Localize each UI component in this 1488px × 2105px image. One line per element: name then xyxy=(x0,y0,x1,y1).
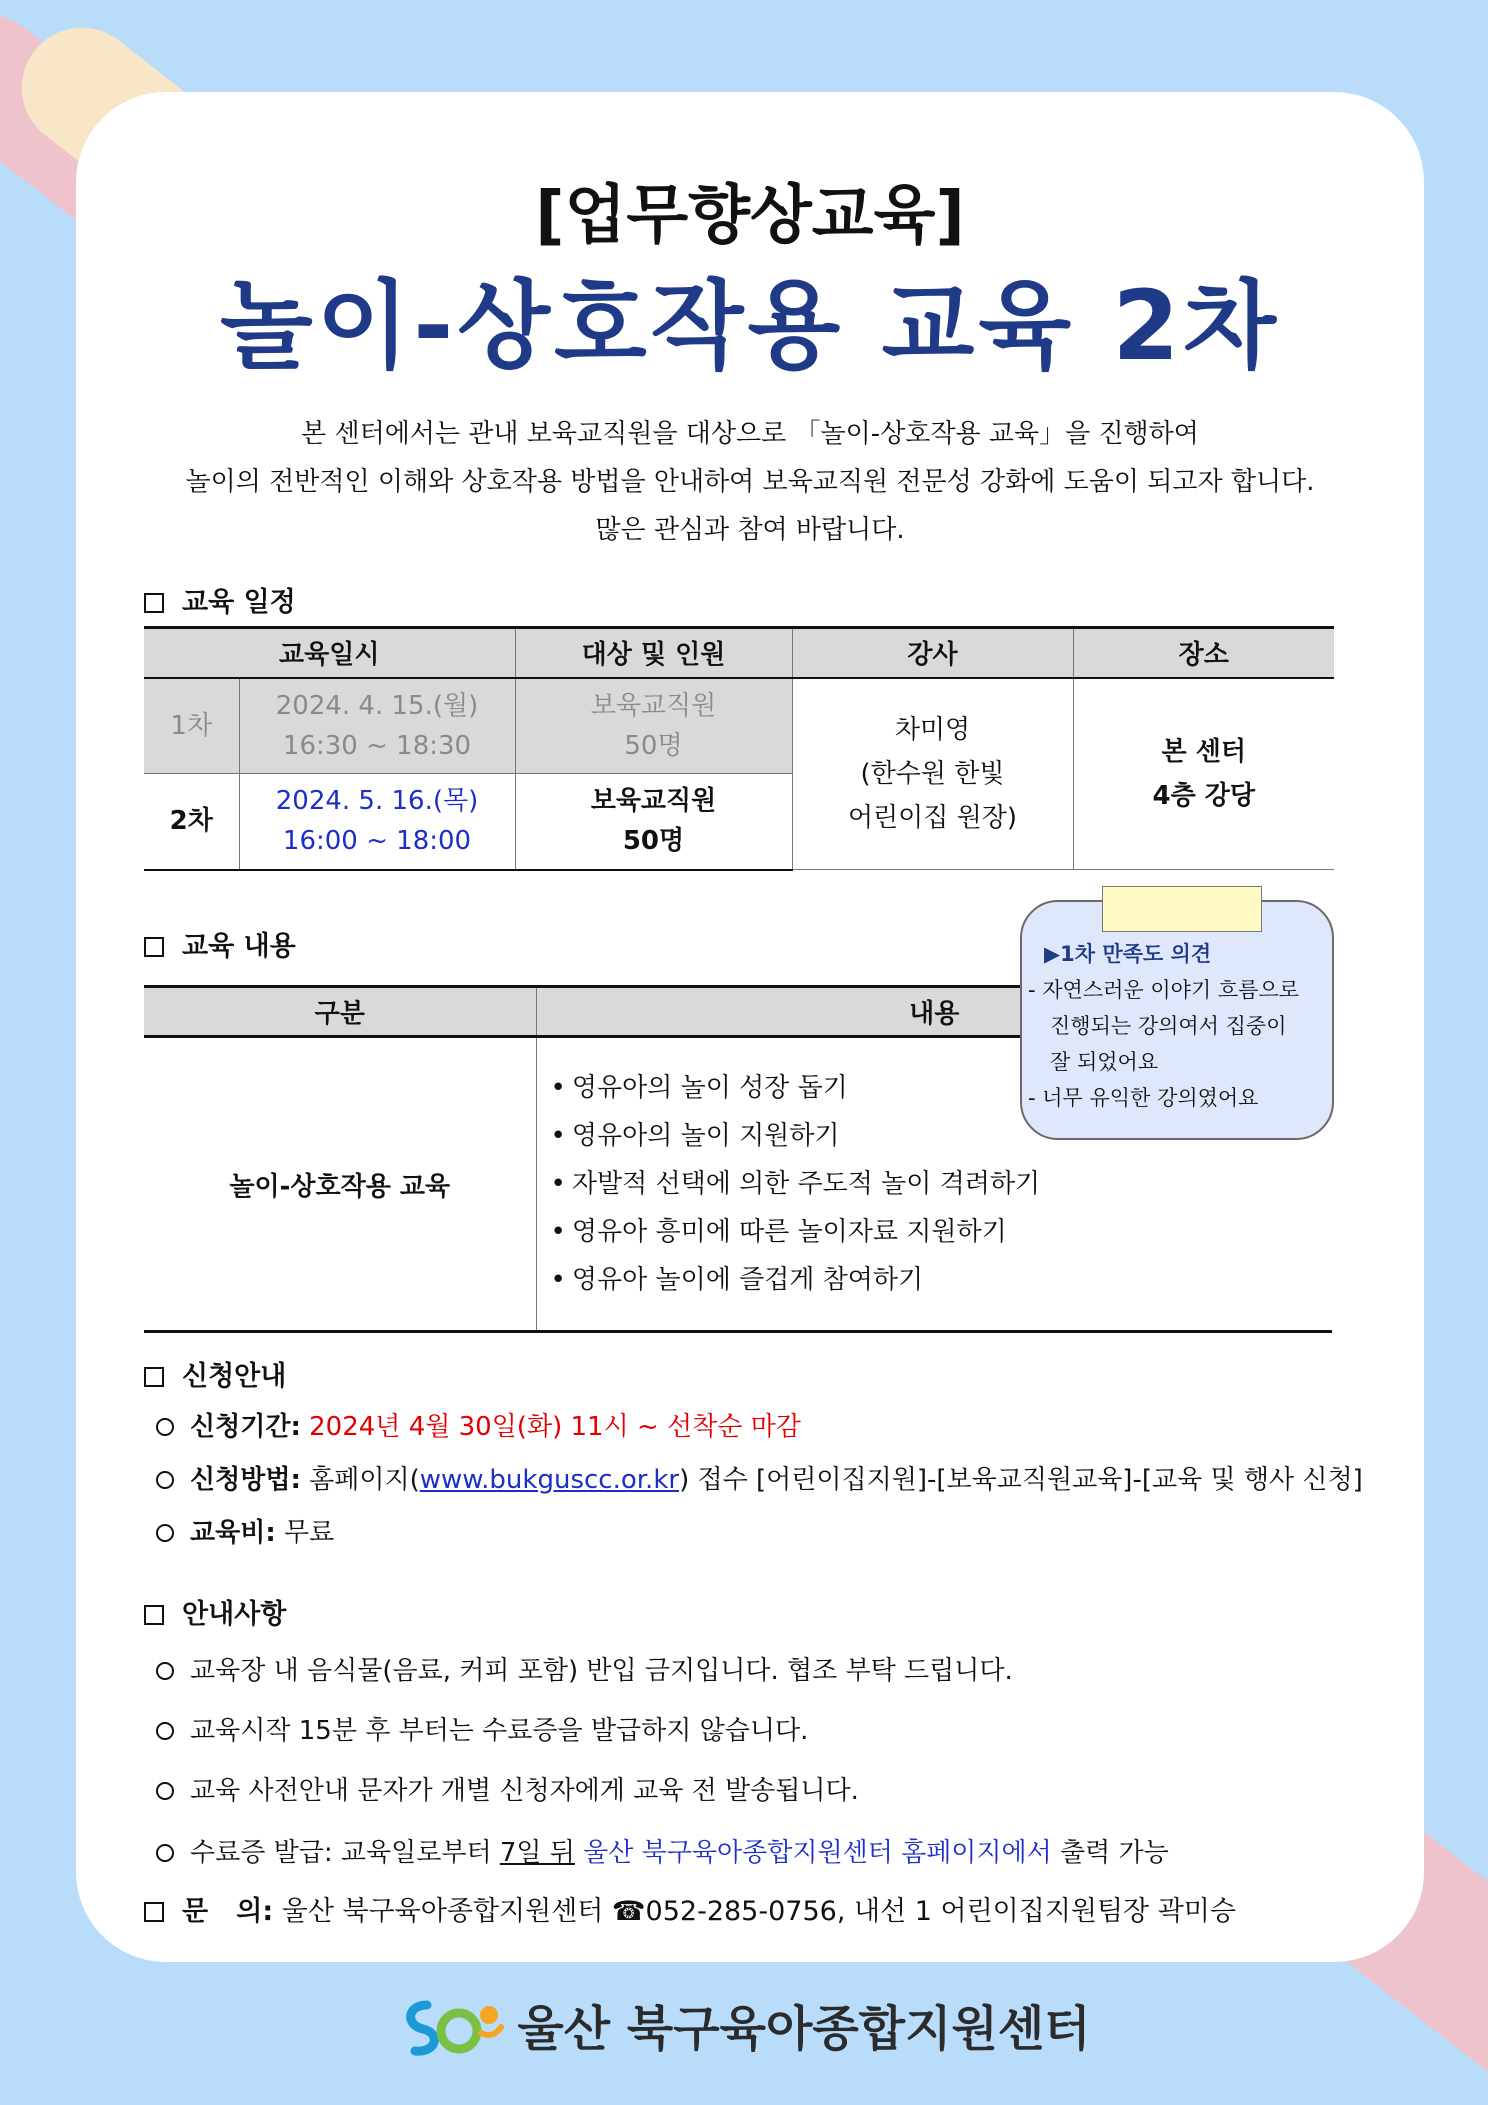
table-row xyxy=(144,678,1334,774)
place-text: 4층 강당 xyxy=(1152,780,1255,811)
page-kicker: [업무향상교육] xyxy=(535,179,965,253)
inquiry-text: 울산 북구육아종합지원센터 ☎052-285-0756, 내선 1 어린이집지원팀장 곽미승 xyxy=(281,1896,1236,1927)
feedback-note xyxy=(1020,900,1334,1140)
target-cell xyxy=(515,774,792,870)
period-value: 2024년 4월 30일(화) 11시 ~ 선착순 마감 xyxy=(309,1412,801,1442)
target-cell xyxy=(515,678,792,774)
list-item: • 영유아의 놀이 성장 돕기 xyxy=(551,1064,1333,1112)
instructor-name: 차미영 xyxy=(894,714,971,745)
note-tab xyxy=(1102,886,1262,932)
target-text: 보육교직원 xyxy=(590,690,717,721)
circle-bullet-icon xyxy=(156,1722,174,1740)
section-label: 교육 내용 xyxy=(182,931,296,962)
column-header: 대상 및 인원 xyxy=(515,628,792,678)
apply-fee xyxy=(156,1512,334,1549)
list-item: • 영유아 흥미에 따른 놀이자료 지원하기 xyxy=(551,1208,1333,1256)
fee-value: 무료 xyxy=(284,1518,335,1548)
schedule-table xyxy=(144,626,1334,871)
time-text: 16:00 ~ 18:00 xyxy=(282,826,472,857)
section-label: 신청안내 xyxy=(182,1361,287,1392)
fee-label: 교육비: xyxy=(190,1518,276,1548)
notice-text: 출력 가능 xyxy=(1060,1838,1169,1868)
table-header-row xyxy=(144,628,1334,678)
column-header: 장소 xyxy=(1073,628,1334,678)
circle-bullet-icon xyxy=(156,1844,174,1862)
footer-logo xyxy=(0,1990,1488,2063)
round-cell: 1차 xyxy=(144,678,239,774)
list-item: • 영유아 놀이에 즐겁게 참여하기 xyxy=(551,1256,1333,1304)
list-item: • 자발적 선택에 의한 주도적 놀이 격려하기 xyxy=(551,1160,1333,1208)
section-label: 안내사항 xyxy=(182,1599,287,1630)
notice-highlight: 울산 북구육아종합지원센터 홈페이지에서 xyxy=(583,1838,1052,1868)
section-notice-title xyxy=(144,1592,286,1631)
count-text: 50명 xyxy=(622,826,685,857)
section-schedule-title xyxy=(144,580,296,619)
notice-text: 교육 사전안내 문자가 개별 신청자에게 교육 전 발송됩니다. xyxy=(190,1776,859,1806)
circle-bullet-icon xyxy=(156,1471,174,1489)
feedback-line: 잘 되었어요 xyxy=(1050,1050,1159,1074)
method-label: 신청방법: xyxy=(190,1465,301,1495)
feedback-title: ▶1차 만족도 의견 xyxy=(1044,942,1212,966)
place-cell xyxy=(1073,678,1334,870)
intro-line: 놀이의 전반적인 이해와 상호작용 방법을 안내하여 보육교직원 전문성 강화에 도움이 되고자 합니다. xyxy=(185,467,1315,497)
notice-item xyxy=(156,1650,1013,1687)
datetime-cell xyxy=(239,678,515,774)
notice-item xyxy=(156,1770,859,1807)
round-cell: 2차 xyxy=(144,774,239,870)
apply-method xyxy=(156,1459,1363,1496)
checkbox-bullet-icon xyxy=(144,937,164,957)
homepage-link[interactable]: www.bukguscc.or.kr xyxy=(419,1465,680,1495)
intro-line: 많은 관심과 참여 바랍니다. xyxy=(595,515,905,545)
intro-text xyxy=(76,410,1424,554)
checkbox-bullet-icon xyxy=(144,1367,164,1387)
target-text: 보육교직원 xyxy=(590,786,717,817)
column-header: 교육일시 xyxy=(144,628,515,678)
center-logo-icon xyxy=(397,1993,507,2063)
list-item: • 영유아의 놀이 지원하기 xyxy=(551,1112,1333,1160)
checkbox-bullet-icon xyxy=(144,593,164,613)
section-label: 교육 일정 xyxy=(182,587,296,618)
circle-bullet-icon xyxy=(156,1418,174,1436)
notice-card xyxy=(76,92,1424,1962)
notice-item xyxy=(156,1710,808,1747)
section-apply-title xyxy=(144,1354,286,1393)
logo-text: 울산 북구육아종합지원센터 xyxy=(517,2001,1091,2057)
date-text: 2024. 5. 16.(목) xyxy=(275,786,479,817)
notice-underline: 7일 뒤 xyxy=(499,1838,575,1868)
instructor-affil: (한수원 한빛 xyxy=(860,758,1005,789)
feedback-line: - 자연스러운 이야기 흐름으로 xyxy=(1028,978,1300,1002)
feedback-line: - 너무 유익한 강의였어요 xyxy=(1028,1086,1259,1110)
date-text: 2024. 4. 15.(월) xyxy=(275,690,479,721)
circle-bullet-icon xyxy=(156,1524,174,1542)
notice-text: 교육장 내 음식물(음료, 커피 포함) 반입 금지입니다. 협조 부탁 드립니다. xyxy=(190,1656,1013,1686)
circle-bullet-icon xyxy=(156,1782,174,1800)
notice-text: 수료증 발급: 교육일로부터 xyxy=(190,1838,492,1868)
inquiry-label: 문 의: xyxy=(182,1896,274,1927)
column-header: 구분 xyxy=(144,987,536,1037)
method-text: ) 접수 [어린이집지원]-[보육교직원교육]-[교육 및 행사 신청] xyxy=(679,1465,1363,1495)
column-header: 내용 xyxy=(536,987,1332,1037)
feedback-line: 진행되는 강의여서 집중이 xyxy=(1050,1014,1287,1038)
time-text: 16:30 ~ 18:30 xyxy=(282,730,472,761)
instructor-cell xyxy=(792,678,1073,870)
page-title: 놀이-상호작용 교육 2차 xyxy=(219,270,1281,382)
checkbox-bullet-icon xyxy=(144,1605,164,1625)
intro-line: 본 센터에서는 관내 보육교직원을 대상으로 「놀이-상호작용 교육」을 진행하여 xyxy=(301,419,1199,449)
column-header: 강사 xyxy=(792,628,1073,678)
circle-bullet-icon xyxy=(156,1662,174,1680)
period-label: 신청기간: xyxy=(190,1412,301,1442)
category-cell: 놀이-상호작용 교육 xyxy=(144,1037,536,1332)
notice-item xyxy=(156,1832,1169,1869)
section-content-title xyxy=(144,924,296,963)
notice-text: 교육시작 15분 후 부터는 수료증을 발급하지 않습니다. xyxy=(190,1716,809,1746)
checkbox-bullet-icon xyxy=(144,1902,164,1922)
place-text: 본 센터 xyxy=(1161,736,1246,767)
count-text: 50명 xyxy=(624,730,683,761)
apply-period xyxy=(156,1406,801,1443)
datetime-cell xyxy=(239,774,515,870)
inquiry-line xyxy=(144,1889,1236,1928)
instructor-affil: 어린이집 원장) xyxy=(847,802,1018,833)
method-text: 홈페이지( xyxy=(309,1465,420,1495)
